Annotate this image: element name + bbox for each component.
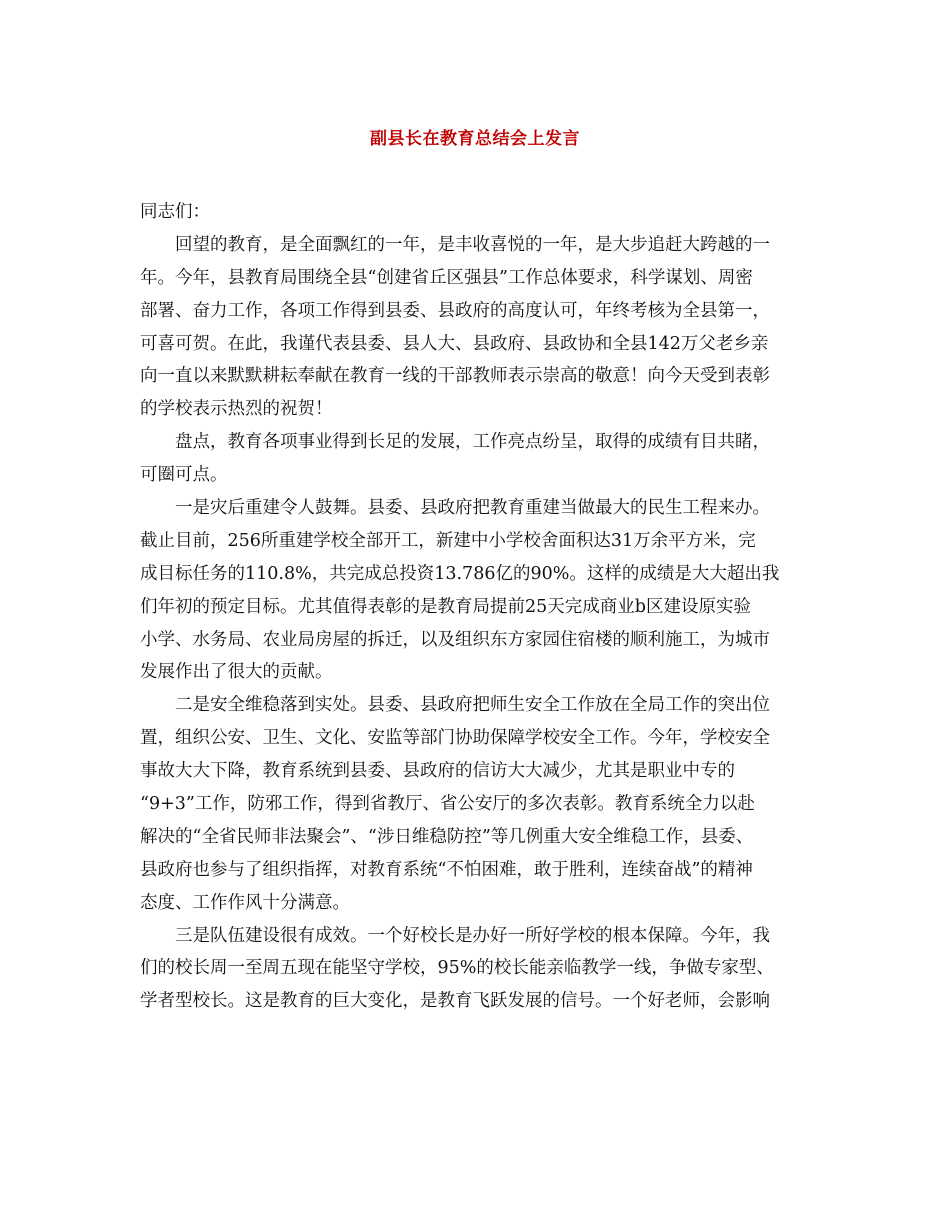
paragraph-line: 可圈可点。 xyxy=(140,465,228,486)
paragraph-line: 年。今年，县教育局围绕全县“创建省丘区强县”工作总体要求，科学谋划、周密 xyxy=(140,267,753,288)
paragraph-line: 们的校长周一至周五现在能坚守学校，95%的校长能亲临教学一线，争做专家型、 xyxy=(140,958,774,979)
paragraph-line: 三是队伍建设很有成效。一个好校长是办好一所好学校的根本保障。今年，我 xyxy=(175,925,770,946)
paragraph-line: 成目标任务的110.8%，共完成总投资13.786亿的90%。这样的成绩是大大超出我 xyxy=(140,563,780,584)
paragraph-line: 学者型校长。这是教育的巨大变化，是教育飞跃发展的信号。一个好老师，会影响 xyxy=(140,991,770,1012)
document-title: 副县长在教育总结会上发言 xyxy=(370,129,580,149)
paragraph-line: 盘点，教育各项事业得到长足的发展，工作亮点纷呈，取得的成绩有目共睹， xyxy=(175,432,770,453)
paragraph-line: 们年初的预定目标。尤其值得表彰的是教育局提前25天完成商业b区建设原实验 xyxy=(140,596,751,617)
paragraph-line: 的学校表示热烈的祝贺！ xyxy=(140,399,333,420)
document-body xyxy=(140,196,830,1018)
paragraph-line: 县政府也参与了组织指挥，对教育系统“不怕困难，敢于胜利，连续奋战”的精神 xyxy=(140,859,753,880)
paragraph-line: 向一直以来默默耕耘奉献在教育一线的干部教师表示崇高的敬意！向今天受到表彰 xyxy=(140,366,770,387)
paragraph-line: 态度、工作作风十分满意。 xyxy=(140,892,350,913)
paragraph-line: 事故大大下降，教育系统到县委、县政府的信访大大减少，尤其是职业中专的 xyxy=(140,761,735,782)
paragraph-line: 可喜可贺。在此，我谨代表县委、县人大、县政府、县政协和全县142万父老乡亲 xyxy=(140,333,769,354)
paragraph-line: 一是灾后重建令人鼓舞。县委、县政府把教育重建当做最大的民生工程来办。 xyxy=(175,498,770,519)
paragraph-line: 截止目前，256所重建学校全部开工，新建中小学校舍面积达31万余平方米，完 xyxy=(140,530,756,551)
paragraph-line: 二是安全维稳落到实处。县委、县政府把师生安全工作放在全局工作的突出位 xyxy=(175,695,770,716)
paragraph-line: 发展作出了很大的贡献。 xyxy=(140,662,333,683)
paragraph-line: 小学、水务局、农业局房屋的拆迁，以及组织东方家园住宿楼的顺利施工，为城市 xyxy=(140,629,770,650)
paragraph-line: 解决的“全省民师非法聚会”、“涉日维稳防控”等几例重大安全维稳工作，县委、 xyxy=(140,826,754,847)
paragraph-line: “9+3”工作，防邪工作，得到省教厅、省公安厅的多次表彰。教育系统全力以赴 xyxy=(140,794,755,815)
salutation-line: 同志们： xyxy=(140,202,210,222)
paragraph-line: 回望的教育，是全面飘红的一年，是丰收喜悦的一年，是大步追赶大跨越的一 xyxy=(175,234,770,255)
paragraph-line: 置，组织公安、卫生、文化、安监等部门协助保障学校安全工作。今年，学校安全 xyxy=(140,728,770,749)
paragraph-line: 部署、奋力工作，各项工作得到县委、县政府的高度认可，年终考核为全县第一， xyxy=(140,300,770,321)
